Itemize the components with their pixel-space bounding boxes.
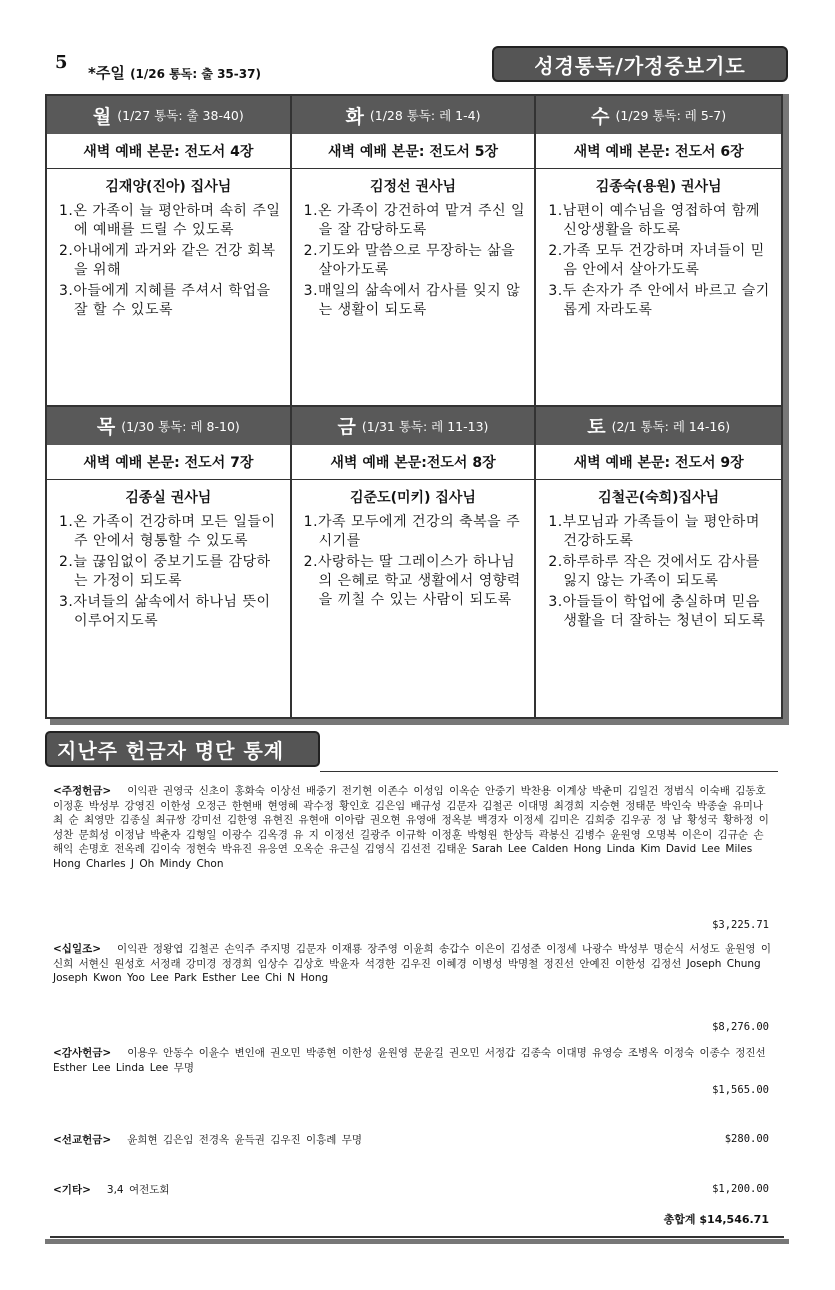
leader-name: 김재양(진아) 집사님 xyxy=(105,179,232,195)
offering-names: 이익관 권영국 신초이 홍화숙 이상선 배중기 전기현 이존수 이성임 이옥순 안중기 박찬용 이계상 박춘미 김일건 정범식 이숙배 김동호 이정훈 박성부 강영진 이한성 오정근 한현배 현영혜 곽수정 황인호 김은임 배규성 김문자 김철곤 이대명 최경희 지승현 정태문 박인숙 박종술 유미나 최 순 최영만 김종실 최규쌍 강미선 김한영 유현진 유현애 이아람 권오현 유영애 정옥분 백경자 이정세 김미은 김희중 김우공 정 남 황성국 황하정 이성찬 문희성 이정남 박춘자 김형일 이광수 김옥경 유 지 이정선 길광주 이규학 이정훈 박형원 한상득 곽봉신 김병수 윤원영 오명복 이은이 김규순 손해익 손명호 전옥례 김이숙 정현숙 박유진 유응연 오옥순 유근실 김영식 김선전 김태운 Sarah Lee Calden Hong Linda Kim David Lee Miles Hong Charles J Oh Mindy Chon xyxy=(53,785,769,870)
offering-category: <십일조> xyxy=(53,943,102,955)
prayer-item: 1.부모님과 가족들이 늘 평안하며 건강하도록 xyxy=(548,513,760,549)
day-card-saturday xyxy=(536,407,781,718)
offering-names: 이익관 정왕엽 김철곤 손익주 주지명 김문자 이재룡 장주영 이윤희 송갑수 이은이 김성준 이정세 나광수 박성부 명순식 서성도 윤원영 이신희 서현신 원성호 서정래 강미경 정경희 임상수 김상호 박윤자 석경한 김우진 이혜경 이병성 박명철 정진선 안예진 이한성 김정선 Joseph Chung Joseph Kwon Yoo Lee Park Esther Lee Chi N Hong xyxy=(53,943,771,984)
total-label: 총합계 xyxy=(663,1213,696,1226)
offering-category: <감사헌금> xyxy=(53,1047,112,1059)
prayer-item: 1.온 가족이 강건하여 맡겨 주신 일을 잘 감당하도록 xyxy=(303,203,526,238)
prayer-item: 1.온 가족이 건강하며 모든 일들이 주 안에서 형통할 수 있도록 xyxy=(59,513,276,549)
offering-title: 지난주 헌금자 명단 통계 xyxy=(45,731,320,767)
day-reading: (1/27 통독: 출 38-40) xyxy=(117,108,244,123)
day-reading: (1/30 통독: 레 8-10) xyxy=(121,418,240,434)
prayer-list xyxy=(47,202,290,322)
prayer-list xyxy=(536,202,781,322)
offering-divider xyxy=(320,771,778,772)
day-name: 수 xyxy=(591,105,610,128)
bottom-shadow xyxy=(45,1239,789,1244)
day-card-thursday xyxy=(47,407,292,718)
offering-group-thanks xyxy=(53,1046,773,1075)
day-name: 화 xyxy=(345,105,364,128)
sunday-reading xyxy=(88,62,261,83)
sermon-text: 새벽 예배 본문: 전도서 6장 xyxy=(536,134,781,169)
day-header xyxy=(292,407,535,445)
offering-group-mission xyxy=(53,1133,773,1148)
offering-group-tithe-weekly xyxy=(53,784,773,871)
offering-group-tithe xyxy=(53,942,773,986)
day-reading: (1/29 통독: 레 5-7) xyxy=(615,108,727,123)
day-card-monday xyxy=(47,96,292,407)
prayer-item: 3.아들에게 지혜를 주셔서 학업을 잘 할 수 있도록 xyxy=(59,283,271,318)
offering-amount: $3,225.71 xyxy=(712,919,769,931)
leader-name: 김철곤(숙희)집사님 xyxy=(598,489,720,506)
offering-names: 이용우 안동수 이윤수 변인애 권오민 박종현 이한성 윤원영 문윤길 권오민 서정갑 김종숙 이대명 유영승 조병옥 이정숙 이종수 정진선 Esther Lee Linda Lee 무명 xyxy=(53,1047,766,1074)
day-reading: (1/28 통독: 레 1-4) xyxy=(369,108,481,123)
leader-name: 김종숙(용원) 권사님 xyxy=(595,179,722,195)
prayer-item: 3.자녀들의 삶속에서 하나님 뜻이 이루어지도록 xyxy=(59,593,271,629)
sermon-text: 새벽 예배 본문: 전도서 4장 xyxy=(47,134,290,169)
day-header xyxy=(536,407,781,445)
section-title: 성경통독/가정중보기도 xyxy=(492,46,788,82)
day-header xyxy=(47,407,290,445)
day-reading: (2/1 통독: 레 14-16) xyxy=(611,418,731,434)
day-header xyxy=(47,96,290,134)
prayer-item: 3.매일의 삶속에서 감사를 잊지 않는 생활이 되도록 xyxy=(303,283,521,318)
prayer-item: 1.온 가족이 늘 평안하며 속히 주일에 예배를 드릴 수 있도록 xyxy=(59,203,281,238)
bottom-divider xyxy=(50,1236,784,1238)
total-amount: $14,546.71 xyxy=(699,1213,769,1226)
day-reading: (1/31 통독: 레 11-13) xyxy=(361,418,489,434)
offering-category: <기타> xyxy=(53,1184,91,1196)
prayer-list xyxy=(292,202,535,322)
prayer-item: 2.기도와 말씀으로 무장하는 삶을 살아가도록 xyxy=(303,243,516,278)
offering-amount: $280.00 xyxy=(724,1133,769,1145)
prayer-list xyxy=(47,513,290,633)
day-name: 토 xyxy=(587,416,606,438)
leader-name: 김준도(미키) 집사님 xyxy=(350,489,476,506)
sermon-text: 새벽 예배 본문: 전도서 9장 xyxy=(536,445,781,480)
prayer-list xyxy=(292,513,535,612)
offering-amount: $1,565.00 xyxy=(712,1084,769,1096)
prayer-list xyxy=(536,513,781,633)
prayer-item: 1.가족 모두에게 건강의 축복을 주시기를 xyxy=(303,513,521,549)
prayer-item: 3.두 손자가 주 안에서 바르고 슬기롭게 자라도록 xyxy=(548,283,770,318)
leader-name: 김정선 권사님 xyxy=(369,179,456,195)
offering-total xyxy=(664,1211,769,1227)
offering-category: <선교헌금> xyxy=(53,1134,112,1146)
offering-amount: $1,200.00 xyxy=(712,1183,769,1195)
grid-shadow-bottom xyxy=(50,719,789,725)
page-number: 5 xyxy=(55,52,68,73)
sunday-label: *주일 xyxy=(88,64,125,82)
sunday-reading-text: (1/26 통독: 출 35-37) xyxy=(130,67,261,81)
day-name: 월 xyxy=(92,105,112,128)
grid-shadow-right xyxy=(783,94,789,724)
leader-name: 김종실 권사님 xyxy=(125,489,212,506)
prayer-item: 2.아내에게 과거와 같은 건강 회복을 위해 xyxy=(59,243,276,278)
offering-amount: $8,276.00 xyxy=(712,1021,769,1033)
day-card-wednesday xyxy=(536,96,781,407)
prayer-item: 2.가족 모두 건강하며 자녀들이 믿음 안에서 살아가도록 xyxy=(548,243,765,278)
sermon-text: 새벽 예배 본문: 전도서 5장 xyxy=(292,134,535,169)
sermon-text: 새벽 예배 본문:전도서 8장 xyxy=(292,445,535,480)
prayer-item: 2.하루하루 작은 것에서도 감사를 잃지 않는 가족이 되도록 xyxy=(548,553,760,589)
offering-names: 3,4 여전도회 xyxy=(106,1184,170,1196)
prayer-item: 2.늘 끊임없이 중보기도를 감당하는 가정이 되도록 xyxy=(59,553,271,589)
day-card-tuesday xyxy=(292,96,537,407)
day-name: 목 xyxy=(96,416,116,438)
prayer-item: 2.사랑하는 딸 그레이스가 하나님의 은혜로 학교 생활에서 영향력을 끼칠 수 있는 사람이 되도록 xyxy=(303,553,521,608)
prayer-item: 3.아들들이 학업에 충실하며 믿음 생활을 더 잘하는 청년이 되도록 xyxy=(548,593,766,629)
sermon-text: 새벽 예배 본문: 전도서 7장 xyxy=(47,445,290,480)
prayer-grid xyxy=(45,94,783,719)
offering-group-other xyxy=(53,1183,773,1198)
day-name: 금 xyxy=(337,416,356,438)
offering-category: <주정헌금> xyxy=(53,785,112,797)
day-card-friday xyxy=(292,407,537,718)
day-header xyxy=(536,96,781,134)
offering-names: 윤희현 김은임 전경옥 윤득권 김우진 이흥례 무명 xyxy=(127,1134,363,1146)
day-header xyxy=(292,96,535,134)
prayer-item: 1.남편이 예수님을 영접하여 함께 신앙생활을 하도록 xyxy=(548,203,760,238)
